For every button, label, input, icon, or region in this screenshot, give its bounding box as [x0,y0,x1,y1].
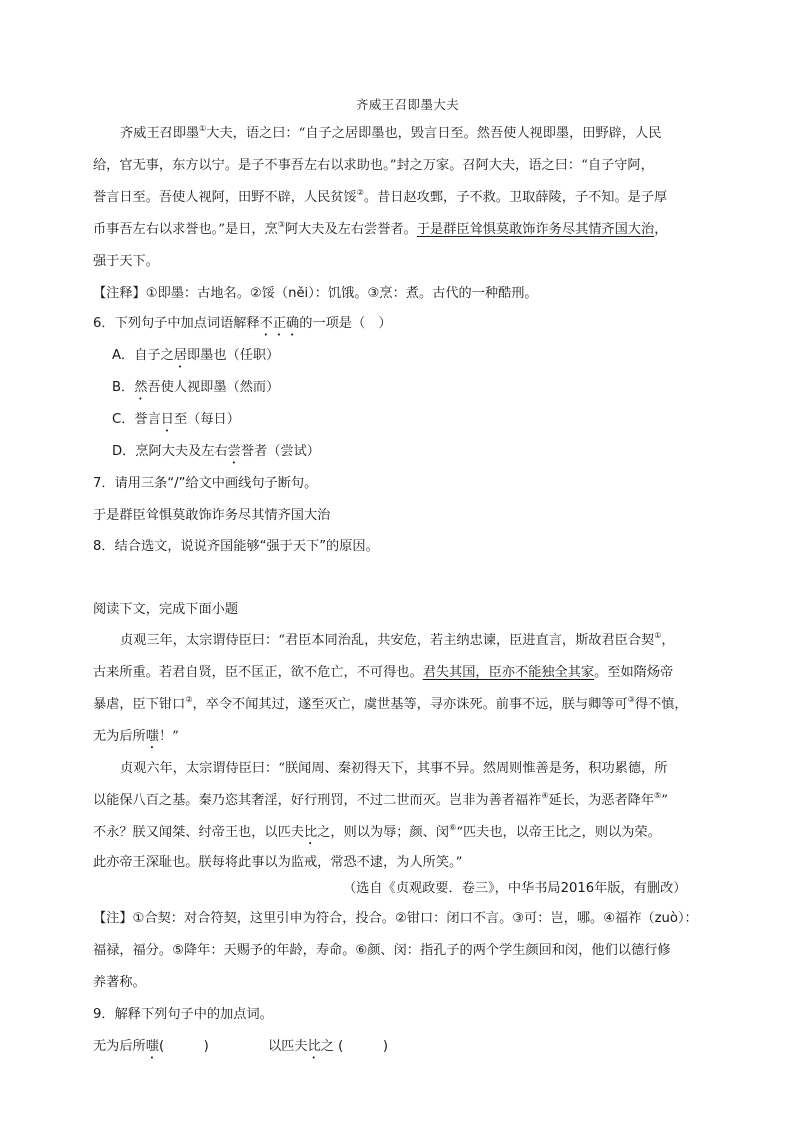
underlined-sentence: 君失其国，臣亦不能独全其家 [422,665,595,680]
passage2-note-line-2 [93,942,671,960]
text-span: 的一项是（ ） [299,316,392,331]
text-span: ！” [158,729,179,744]
text-span: 之，则以为辱；颜、闵 [317,825,450,840]
footnote-marker: ③ [627,695,635,704]
emphasis-dot-text: 日 [160,412,174,427]
footnote-marker: ④ [541,791,549,800]
footnote-marker: ② [356,188,364,197]
passage2-note-line-3 [93,974,146,992]
emphasis-dot-text: 居 [173,348,187,363]
emphasis-dot-text: 嗤 [145,729,159,744]
text-span: 贞观六年，太宗谓侍臣曰：“朕闻周、秦初得天下，其事不异。然周则惟善是务，积功累德，所 [120,761,668,776]
text-span: A．自子之 [112,348,174,363]
footnote-marker: ② [185,695,193,704]
text-span: ， [654,222,668,237]
text-span: 之 [320,1039,334,1054]
text-span: 即墨也（任职） [186,348,280,363]
answer-blank[interactable]: ( ) [338,1039,388,1054]
text-span: 以能保八百之基。秦乃恣其奢淫，好行刑罚，不过二世而灭。岂非为善者福祚 [93,793,542,808]
passage2-b-line-2 [93,792,668,810]
text-span: 福禄，福分。⑤降年：天赐予的年龄，寿命。⑥颜、闵：指孔子的两个学生颜回和闵，他们以德行修 [93,943,671,958]
option-c[interactable] [112,411,240,435]
text-span: ，卒令不闻其过，遂至灭亡，虞世基等，寻亦诛死。前事不远，朕与卿等可 [192,697,628,712]
footnote-marker: ① [199,124,207,133]
text-span: 得不慎， [634,697,688,712]
text-span: C．誉言 [112,412,161,427]
text-span: 古来所重。若君自贤，臣不匡正，欲不危亡，不可得也。 [93,665,423,680]
option-b[interactable] [112,379,279,403]
passage1-line-3 [93,189,667,207]
text-span: （选自《贞观政要．卷三》，中华书局2016年版，有删改） [343,881,687,896]
emphasis-dot-text: 嗤 [145,1039,159,1054]
text-span: 强于天下。 [93,254,159,269]
note-text: 【注释】①即墨：古地名。②馁（něi）：饥饿。③烹：煮。古代的一种酷刑。 [93,286,538,301]
text-span: ” [661,793,668,808]
passage1-line-2 [93,157,654,175]
passage2-a-line-1 [120,632,675,650]
question-7-sentence [93,507,330,525]
text-span: 贞观三年，太宗谓侍臣曰：“君臣本同治乱，共安危，若主纳忠谏，臣进直言，斯故君臣合契 [120,633,655,648]
text-span: 吾使人视即墨（然而） [147,380,280,395]
text-span: “匹夫也，以帝王比之，则以为荣。 [456,825,661,840]
text-span: 无为后所 [93,729,146,744]
passage1-title [356,96,459,114]
emphasis-dot-text: 然 [134,380,148,395]
question-8 [93,538,379,556]
text-span: 。至如隋炀帝 [594,665,674,680]
answer-blank[interactable]: ( ) [158,1039,209,1054]
footnote-marker: ③ [277,220,285,229]
footnote-marker: ⑤ [654,791,662,800]
question-9 [93,1006,273,1024]
passage1-title-text: 齐威王召即墨大夫 [356,97,460,112]
text-span: 【注】①合契：对合符契，这里引申为符合，投合。②钳口：闭口不言。③可：岂，哪。④福祚（zuò）： [93,911,698,926]
passage2-intro [93,601,238,619]
passage2-a-line-3 [93,696,688,714]
emphasis-dot-text: 比 [307,1039,321,1054]
passage2-b-line-4 [93,854,462,872]
text-span: 养著称。 [93,975,146,990]
question-6 [93,315,392,339]
text-span: D．烹阿大夫及左右 [112,444,228,459]
text-span: 6．下列句子中加点词语解释 [93,316,260,331]
text-span: 暴虐，臣下钳口 [93,697,186,712]
text-span: 此亦帝王深耻也。朕每将此事以为监戒，常恐不逮，为人所笑。” [93,855,463,870]
underlined-sentence: 于是群臣耸惧莫敢饰诈务尽其情齐国大治 [416,222,655,237]
text-span: 誉言日至。吾使人视阿，田野不辟，人民贫馁 [93,190,357,205]
question-7 [93,475,317,493]
text-span: 至（每日） [173,412,240,427]
text-span: 给，官无事，东方以宁。是子不事吾左右以求助也。”封之万家。召阿大夫，语之曰：“自子守阿， [93,158,654,173]
source-citation [343,880,686,898]
emphasis-dot-text: 比 [304,825,318,840]
passage1-line-1 [120,125,661,143]
text-span: 阿大夫及左右尝誉者。 [284,222,417,237]
text-span: 8．结合选文，说说齐国能够“强于天下”的原因。 [93,539,379,554]
text-span: 7．请用三条“/”给文中画线句子断句。 [93,476,318,491]
text-span: 。昔日赵攻鄄，子不救。卫取薛陵，子不知。是子厚 [363,190,668,205]
passage2-a-line-2 [93,664,673,682]
text-span: 大夫，语之曰：“自子之居即墨也，毁言日至。然吾使人视即墨，田野辟，人民 [206,126,662,141]
text-span: 延长，为恶者降年 [548,793,655,808]
passage1-line-5 [93,253,159,271]
text-span: 9．解释下列句子中的加点词。 [93,1007,273,1022]
passage2-note-line-1 [93,910,698,928]
option-a[interactable] [112,347,279,371]
footnote-marker: ① [654,631,662,640]
passage2-a-line-4 [93,728,179,752]
question-9-item-1 [93,1038,209,1062]
passage1-note [93,285,538,303]
text-span: 齐威王召即墨 [120,126,200,141]
text-span: 以匹夫 [268,1039,308,1054]
text-span: 阅读下文，完成下面小题 [93,602,239,617]
text-span: 于是群臣耸惧莫敢饰诈务尽其情齐国大治 [93,508,331,523]
text-span: ， [661,633,675,648]
text-span: 不永？朕又闻桀、纣帝王也，以匹夫 [93,825,304,840]
text-span: 誉者（尝试） [240,444,320,459]
text-span: B． [112,380,135,395]
footnote-marker: ⑥ [449,823,457,832]
emphasis-dot-text: 不正确 [259,316,300,331]
emphasis-dot-text: 尝 [227,444,241,459]
passage2-b-line-3 [93,824,661,848]
passage1-line-4 [93,221,667,239]
question-9-item-2 [268,1038,388,1062]
option-d[interactable] [112,443,320,467]
text-span: 币事吾左右以求誉也。”是日，烹 [93,222,278,237]
passage2-b-line-1 [120,760,667,778]
text-span: 无为后所 [93,1039,146,1054]
